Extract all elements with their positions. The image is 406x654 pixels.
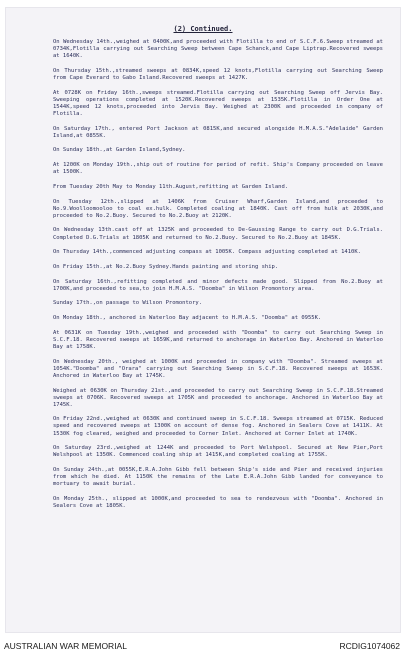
- report-paragraph: On Friday 22nd.,weighed at 0630K and continued sweep in S.C.F.18. Sweeps streamed at 0715K. Reduced speed and recovered sweeps at 1300K on account of dense fog. Anchored in Sealers Cove at 1411K. At 1530K fog cleared, weighed and proceeded to Corner Inlet. Anchored at Corner Inlet at 1740K.: [53, 416, 383, 437]
- report-paragraph: At 0728K on Friday 16th.,sweeps streamed.Flotilla carrying out Searching Sweep off Jervis Bay. Sweeping operations completed at 1520K.Recovered sweeps at 1535K.Flotilla in Order One at 1544K,speed 12 knots,proceeded into Jervis Bay. Weighed at 2300K and proceeded in company of Flotilla.: [53, 89, 383, 117]
- report-paragraph: On Monday 25th., slipped at 1000K,and proceeded to sea to rendezvous with "Doomba". Anchored in Sealers Cove at 1805K.: [53, 495, 383, 509]
- report-paragraph: On Wednesday 14th.,weighed at 0400K,and proceeded with Flotilla to end of S.C.F.6.Sweep streamed at 0734K,Flotilla carrying out Searching Sweep between Cape Schanck,and Cape Liptrap.Recovered sweeps at 1640K.: [53, 39, 383, 60]
- report-paragraph: From Tuesday 20th May to Monday 11th.August,refitting at Garden Island.: [53, 183, 289, 190]
- document-page: [6, 8, 400, 632]
- report-paragraph: Weighed at 0630K on Thursday 21st.,and proceeded to carry out Searching Sweep in S.C.F.18.Streamed sweeps at 0706K. Recovered sweeps at 1705K and proceeded to anchorage. Anchored in Waterloo Bay at 1745K.: [53, 387, 383, 408]
- report-paragraph: On Tuesday 12th.,slipped at 1406K from Cruiser Wharf,Garden Island,and proceeded to No.9.Woolloomooloo to coal ex.hulk. Completed coaling at 1840K. Cast off from hulk at 2030K,and proceeded to No.2.Buoy. Secured to No.2.Buoy at 2120K.: [53, 198, 383, 219]
- report-paragraph: Sunday 17th.,on passage to Wilson Promontory.: [53, 300, 203, 307]
- report-paragraph: On Saturday 23rd.,weighed at 1244K and proceeded to Port Welshpool. Secured at New Pier,Port Welshpool at 1350K. Commenced coaling ship at 1415K,and completed coaling at 1755K.: [53, 445, 383, 459]
- report-paragraph: At 0631K on Tuesday 19th.,weighed and proceeded with "Doomba" to carry out Searching Sweep in S.C.F.18. Recovered sweeps at 1659K,and returned to anchorage in Waterloo Bay. Anchored in Waterloo Bay at 1758K.: [53, 329, 383, 350]
- page-heading: (2) Continued.: [173, 25, 233, 33]
- report-paragraph: On Sunday 24th.,at 0055K,E.R.A.John Gibb fell between Ship's side and Pier and received injuries from which he died. At 1150K the remains of the Late E.R.A.John Gibb landed for conveyance to mortuary to await burial.: [53, 467, 383, 488]
- report-paragraph: On Saturday 17th., entered Port Jackson at 0815K,and secured alongside H.M.A.S."Adelaide" Garden Island,at 0855K.: [53, 125, 383, 139]
- report-paragraph: On Wednesday 20th., weighed at 1000K and proceeded in company with "Doomba". Streamed sweeps at 1054K."Doomba" and "Orara" carrying out Searching Sweep in S.C.F.18. Recovered sweeps at 1653K. Anchored in Waterloo Bay at 1745K.: [53, 358, 383, 379]
- report-paragraph: On Thursday 15th.,streamed sweeps at 0834K,speed 12 knots,Flotilla carrying out Searching Sweep from Cape Everard to Gabo Island.Recovered sweeps at 1427K.: [53, 67, 383, 81]
- report-paragraph: On Thursday 14th.,commenced adjusting compass at 1005K. Compass adjusting completed at 1410K.: [53, 249, 361, 256]
- record-id: RCDIG1074062: [339, 641, 400, 651]
- report-paragraph: On Friday 15th.,at No.2.Buoy Sydney.Hands painting and storing ship.: [53, 263, 279, 270]
- archive-name: AUSTRALIAN WAR MEMORIAL: [4, 641, 127, 651]
- report-paragraph: At 1200K on Monday 19th.,ship out of routine for period of refit. Ship's Company proceeded on leave at 1500K.: [53, 162, 383, 176]
- archive-footer: [4, 641, 400, 651]
- report-body: [53, 39, 383, 518]
- report-paragraph: On Wednesday 13th.cast off at 1325K and proceeded to De-Gaussing Range to carry out D.G.Trials. Completed D.G.Trials at 1805K and returned to No.2.Buoy. Secured to No.2.Buoy at 1845K.: [53, 227, 383, 241]
- report-paragraph: On Monday 18th., anchored in Waterloo Bay adjacent to H.M.A.S. "Doomba" at 0955K.: [53, 315, 322, 322]
- report-paragraph: On Saturday 16th.,refitting completed and minor defects made good. Slipped from No.2.Buoy at 1700K,and proceeded to sea,to join H.M.A.S. "Doomba" in Wilson Promontory area.: [53, 278, 383, 292]
- report-paragraph: On Sunday 18th.,at Garden Island,Sydney.: [53, 147, 186, 154]
